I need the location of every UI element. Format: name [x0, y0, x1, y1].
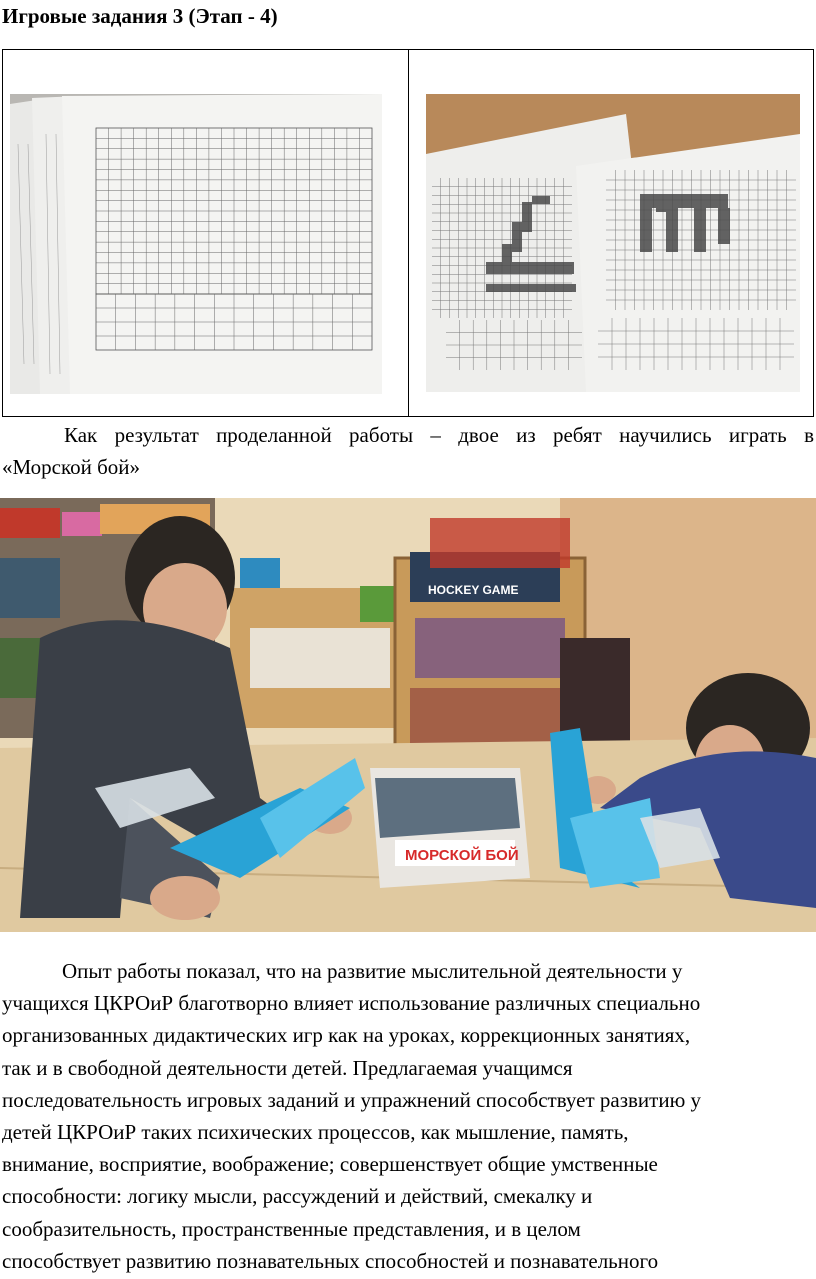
photo-grid-worksheets: [10, 94, 382, 394]
paragraph2-line: так и в свободной деятельности детей. Предлагаемая учащимся: [2, 1055, 573, 1080]
table-divider: [408, 50, 409, 416]
paragraph2: [2, 955, 814, 1277]
paragraph2-line: способствует развитию познавательных способностей и познавательного: [2, 1248, 659, 1273]
paragraph2-line: сообразительность, пространственные представления, и в целом: [2, 1216, 581, 1241]
paragraph2-line: внимание, восприятие, воображение; совершенствует общие умственные: [2, 1152, 658, 1177]
paragraph1-line1: Как результат проделанной работы – двое из ребят научились играть в: [64, 423, 814, 447]
paragraph2-line: Опыт работы показал, что на развитие мыслительной деятельности у: [62, 959, 683, 983]
paragraph2-line: учащихся ЦКРОиР благотворно влияет использование различных специально: [2, 991, 701, 1016]
paragraph2-line: способности: логику мысли, рассуждений и действий, смекалку и: [2, 1184, 593, 1209]
hockey-box-label: HOCKEY GAME: [428, 583, 519, 597]
photo-pixel-pictures: [426, 94, 800, 392]
game-box-label: МОРСКОЙ БОЙ: [405, 847, 519, 864]
paragraph2-line: организованных дидактических игр как на уроках, коррекционных занятиях,: [2, 1023, 691, 1048]
page-heading: Игровые задания 3 (Этап - 4): [2, 4, 278, 28]
paragraph1-line2: «Морской бой»: [2, 455, 141, 479]
paragraph2-line: детей ЦКРОиР таких психических процессов, как мышление, память,: [2, 1120, 629, 1145]
photo-classroom-game: [0, 498, 816, 932]
paragraph2-line: последовательность игровых заданий и упражнений способствует развитию у: [2, 1087, 702, 1112]
